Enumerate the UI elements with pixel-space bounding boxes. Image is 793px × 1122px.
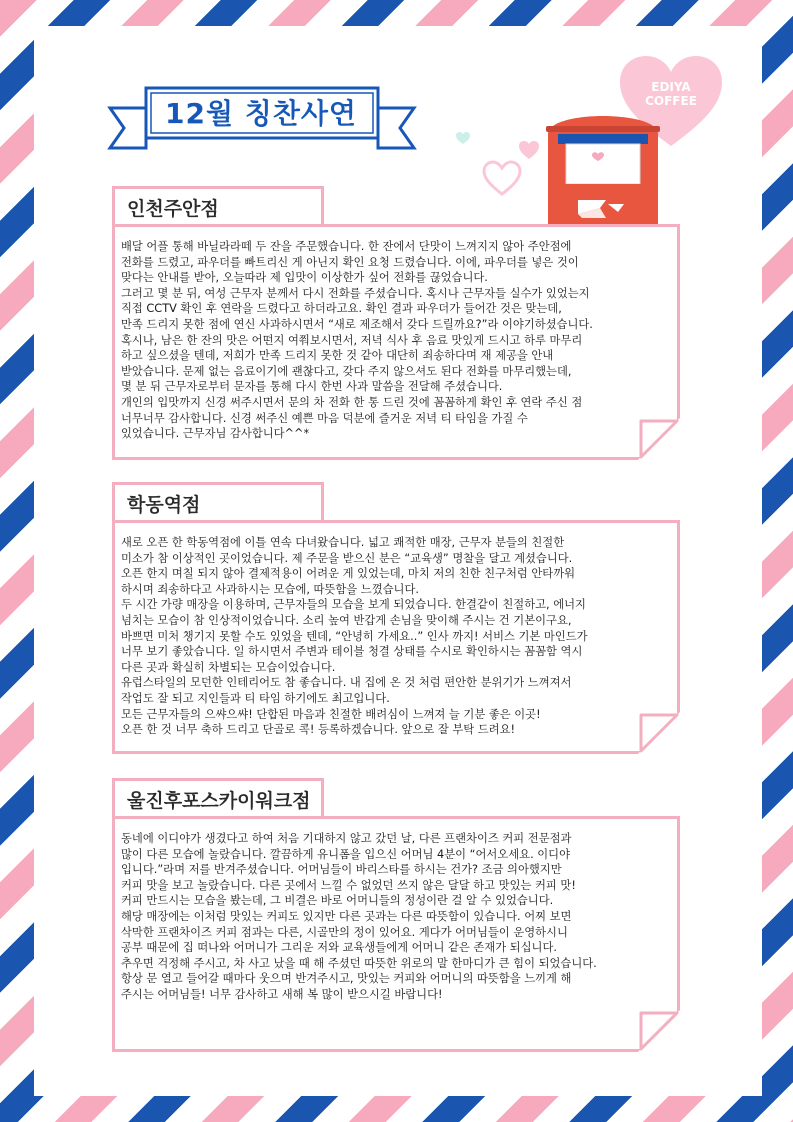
text-line: 미소가 참 이상적인 곳이었습니다. 제 주문을 받으신 분은 “교육생” 명찰을 달고 계셨습니다. bbox=[121, 551, 573, 565]
mailbox-icon bbox=[542, 100, 664, 226]
heart-outline-icon bbox=[482, 160, 522, 198]
text-line: 만족 드리지 못한 점에 연신 사과하시면서 “새로 제조해서 갖다 드릴까요?”라 이야기하셨습니다. bbox=[121, 317, 593, 331]
text-line: 하시며 죄송하다고 사과하시는 모습에, 따뜻함을 느꼈습니다. bbox=[121, 582, 419, 596]
text-line: 삭막한 프랜차이즈 커피 점과는 다른, 시골만의 정이 있어요. 게다가 어머님들이 운영하시니 bbox=[121, 925, 568, 939]
text-line: 입니다.”라며 저를 반겨주셨습니다. 어머님들이 바리스타를 하시는 건가? 조금 의아했지만 bbox=[121, 863, 562, 877]
heart-icon bbox=[455, 131, 471, 145]
text-line: 넘치는 모습이 참 인상적이었습니다. 소리 높여 반갑게 손님을 맞이해 주시는 건 기본이구요, bbox=[121, 613, 572, 627]
text-line: 바쁘면 미처 챙기지 못할 수도 있었을 텐데, “안녕히 가세요..” 인사 까지! 서비스 기본 마인드가 bbox=[121, 629, 588, 643]
compliment-text bbox=[115, 227, 677, 442]
section-title-store: 학동역점 bbox=[112, 482, 324, 522]
text-line: 모든 근무자들의 으쌰으쌰! 단합된 마음과 친절한 배려심이 느껴져 늘 기분 좋은 이곳! bbox=[121, 707, 541, 721]
section-title-store: 울진후포스카이워크점 bbox=[112, 778, 324, 818]
compliment-card bbox=[112, 816, 680, 1052]
text-line: 새로 오픈 한 학동역점에 이틀 연속 다녀왔습니다. 넓고 쾌적한 매장, 근무자 분들의 친절한 bbox=[121, 536, 565, 549]
compliment-card bbox=[112, 224, 680, 460]
text-line: 받았습니다. 문제 없는 음료이기에 괜찮다고, 갖다 주지 않으셔도 된다 전화를 마무리했는데, bbox=[121, 364, 572, 378]
text-line: 작업도 잘 되고 지인들과 티 타임 하기에도 최고입니다. bbox=[121, 691, 390, 705]
text-line: 개인의 입맛까지 신경 써주시면서 문의 차 전화 한 통 드린 것에 꼼꼼하게 확인 후 연락 주신 점 bbox=[121, 395, 583, 409]
heart-icon bbox=[518, 140, 540, 160]
text-line: 오픈 한지 며칠 되지 않아 결제적용이 어려운 게 있었는데, 마치 저의 친한 친구처럼 안타까워 bbox=[121, 567, 576, 581]
text-line: 동네에 이디야가 생겼다고 하여 처음 기대하지 않고 갔던 날, 다른 프랜차이즈 커피 전문점과 bbox=[121, 832, 572, 845]
page-fold-corner bbox=[638, 1010, 680, 1052]
text-line: 혹시나, 남은 한 잔의 맛은 어떤지 여쭤보시면서, 저녁 식사 후 음료 맛있게 드시고 하루 마무리 bbox=[121, 333, 583, 347]
text-line: 다른 곳과 확실히 차별되는 모습이었습니다. bbox=[121, 660, 336, 674]
text-line: 배달 어플 통해 바닐라라떼 두 잔을 주문했습니다. 한 잔에서 단맛이 느껴지지 않아 주안점에 bbox=[121, 240, 572, 253]
page-fold-corner bbox=[638, 418, 680, 460]
text-line: 전화를 드렸고, 파우더를 빠트리신 게 아닌지 확인 요청 드렸습니다. 이에, 파우더를 넣은 것이 bbox=[121, 255, 579, 269]
text-line: 공부 때문에 집 떠나와 어머니가 그리운 저와 교육생들에게 어머니 같은 존재가 되십니다. bbox=[121, 941, 557, 955]
text-line: 해당 매장에는 이처럼 맛있는 커피도 있지만 다른 곳과는 다른 따뜻함이 있습니다. 어찌 보면 bbox=[121, 909, 572, 923]
text-line: 커피 맛을 보고 놀랐습니다. 다른 곳에서 느낄 수 없었던 쓰지 않은 달달 하고 맛있는 커피 맛! bbox=[121, 878, 576, 892]
page-fold-corner bbox=[638, 712, 680, 754]
text-line: 하고 싶으셨을 텐데, 저희가 만족 드리지 못한 것 같아 대단히 죄송하다며 재 제공을 안내 bbox=[121, 349, 554, 363]
page-title: 12월 칭찬사연 bbox=[165, 97, 357, 130]
text-line: 두 시간 가량 매장을 이용하며, 근무자들의 모습을 보게 되었습니다. 한결같이 친절하고, 에너지 bbox=[121, 598, 586, 612]
compliment-text bbox=[115, 523, 677, 738]
text-line: 그러고 몇 분 뒤, 여성 근무자 분께서 다시 전화를 주셨습니다. 혹시나 근무자들 실수가 있었는지 bbox=[121, 286, 590, 300]
text-line: 직접 CCTV 확인 후 연락을 드렸다고 하더라고요. 확인 결과 파우더가 들어간 것은 맞는데, bbox=[121, 302, 562, 316]
text-line: 유럽스타일의 모던한 인테리어도 참 좋습니다. 내 집에 온 것 처럼 편안한 분위기가 느껴져서 bbox=[121, 676, 572, 690]
section-title-store: 인천주안점 bbox=[112, 186, 324, 226]
text-line: 너무너무 감사합니다. 신경 써주신 예쁜 마음 덕분에 즐거운 저녁 티 타임을 가질 수 bbox=[121, 411, 528, 425]
text-line: 커피 만드시는 모습을 봤는데, 그 비결은 바로 어머니들의 정성이란 걸 알 수 있었습니다. bbox=[121, 894, 554, 908]
text-line: 추우면 걱정해 주시고, 차 사고 났을 때 해 주셨던 따뜻한 위로의 말 한마디가 큰 힘이 되었습니다. bbox=[121, 956, 597, 970]
text-line: 주시는 어머님들! 너무 감사하고 새해 복 많이 받으시길 바랍니다! bbox=[121, 987, 443, 1001]
compliment-card bbox=[112, 520, 680, 754]
brand-logo-text: EDIYA COFFEE bbox=[645, 80, 697, 108]
text-line: 많이 다른 모습에 놀랐습니다. 깔끔하게 유니폼을 입으신 어머님 4분이 “어서오세요. 이디야 bbox=[121, 847, 570, 861]
text-line: 항상 문 열고 들어갈 때마다 웃으며 반겨주시고, 맛있는 커피와 어머니의 따뜻함을 느끼게 해 bbox=[121, 972, 572, 986]
text-line: 있었습니다. 근무자님 감사합니다^^* bbox=[121, 427, 310, 441]
text-line: 오픈 한 것 너무 축하 드리고 단골로 콕! 등록하겠습니다. 앞으로 잘 부탁 드려요! bbox=[121, 723, 516, 737]
compliment-text bbox=[115, 819, 677, 1003]
text-line: 몇 분 뒤 근무자로부터 문자를 통해 다시 한번 사과 말씀을 전달해 주셨습니다. bbox=[121, 380, 503, 394]
text-line: 맞다는 안내를 받아, 오늘따라 제 입맛이 이상한가 싶어 전화를 끊었습니다. bbox=[121, 271, 488, 285]
text-line: 너무 보기 좋았습니다. 일 하시면서 주변과 테이블 청결 상태를 수시로 확인하시는 꼼꼼함 역시 bbox=[121, 645, 583, 659]
